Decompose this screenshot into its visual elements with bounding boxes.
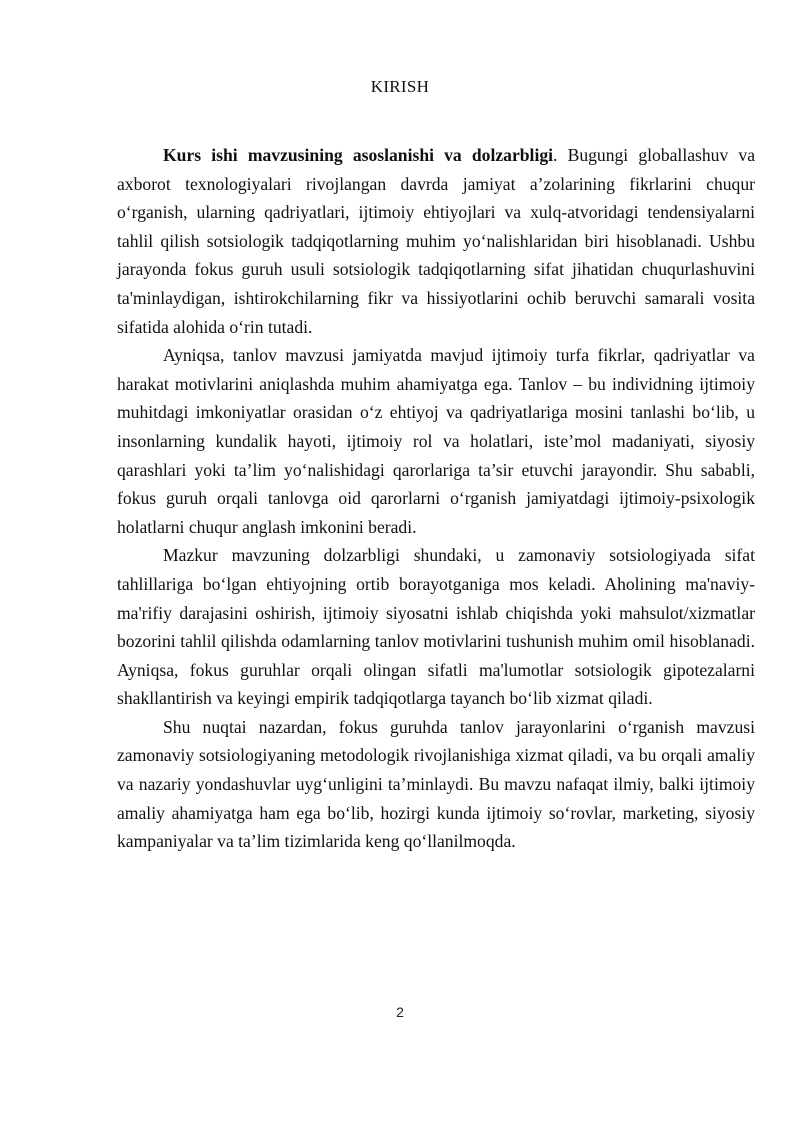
page-number: 2 (396, 1004, 404, 1020)
paragraph-4: Shu nuqtai nazardan, fokus guruhda tanlov jarayonlarini o‘rganish mavzusi zamonaviy sotsiologiyaning metodologik rivojlanishiga xizmat qiladi, va bu orqali amaliy va nazariy yondashuvlar uyg‘unligini ta’minlaydi. Bu mavzu nafaqat ilmiy, balki ijtimoiy amaliy ahamiyatga ham ega bo‘lib, hozirgi kunda ijtimoiy so‘rovlar, marketing, siyosiy kampaniyalar va ta’lim tizimlarida keng qo‘llanilmoqda. (117, 716, 755, 852)
page-title: KIRISH (370, 77, 430, 96)
document-body (117, 141, 755, 856)
paragraph-1 (117, 141, 755, 341)
paragraph-3: Mazkur mavzuning dolzarbligi shundaki, u zamonaviy sotsiologiyada sifat tahlillariga bo‘lgan ehtiyojning ortib borayotganiga mos keladi. Aholining ma'naviy-ma'rifiy darajasini oshirish, ijtimoiy siyosatni ishlab chiqishda yoki mahsulot/xizmatlar bozorini tahlil qilishda odamlarning tanlov motivlarini tushunish muhim omil hisoblanadi. Ayniqsa, fokus guruhlar orqali olingan sifatli ma'lumotlar sotsiologik gipotezalarni shakllantirish va keyingi empirik tadqiqotlarga tayanch bo‘lib xizmat qiladi. (117, 545, 755, 709)
paragraph-lead-heading: Kurs ishi mavzusining asoslanishi va dolzarbligi (163, 145, 554, 165)
paragraph-1-text: . Bugungi globallashuv va axborot texnologiyalari rivojlangan davrda jamiyat a’zolarining fikrlarini chuqur o‘rganish, ularning qadriyatlari, ijtimoiy ehtiyojlari va xulq-atvoridagi tendensiyalarni tahlil qilish sotsiologik tadqiqotlarning muhim yo‘nalishlaridan biri hisoblanadi. Ushbu jarayonda fokus guruh usuli sotsiologik tadqiqotlarning sifat jihatidan chuqurlashuvini ta'minlaydigan, ishtirokchilarning fikr va hissiyotlarini ochib beruvchi samarali vosita sifatida alohida o‘rin tutadi. (117, 145, 756, 337)
paragraph-2: Ayniqsa, tanlov mavzusi jamiyatda mavjud ijtimoiy turfa fikrlar, qadriyatlar va harakat motivlarini aniqlashda muhim ahamiyatga ega. Tanlov – bu individning ijtimoiy muhitdagi imkoniyatlar orasidan o‘z ehtiyoj va qadriyatlariga mosini tanlashi bo‘lib, u insonlarning kundalik hayoti, ijtimoiy rol va holatlari, iste’mol madaniyati, siyosiy qarashlari yoki ta’lim yo‘nalishidagi qarorlariga ta’sir etuvchi jarayondir. Shu sababli, fokus guruh orqali tanlovga oid qarorlarni o‘rganish jamiyatdagi ijtimoiy-psixologik holatlarni chuqur anglash imkonini beradi. (117, 345, 755, 537)
